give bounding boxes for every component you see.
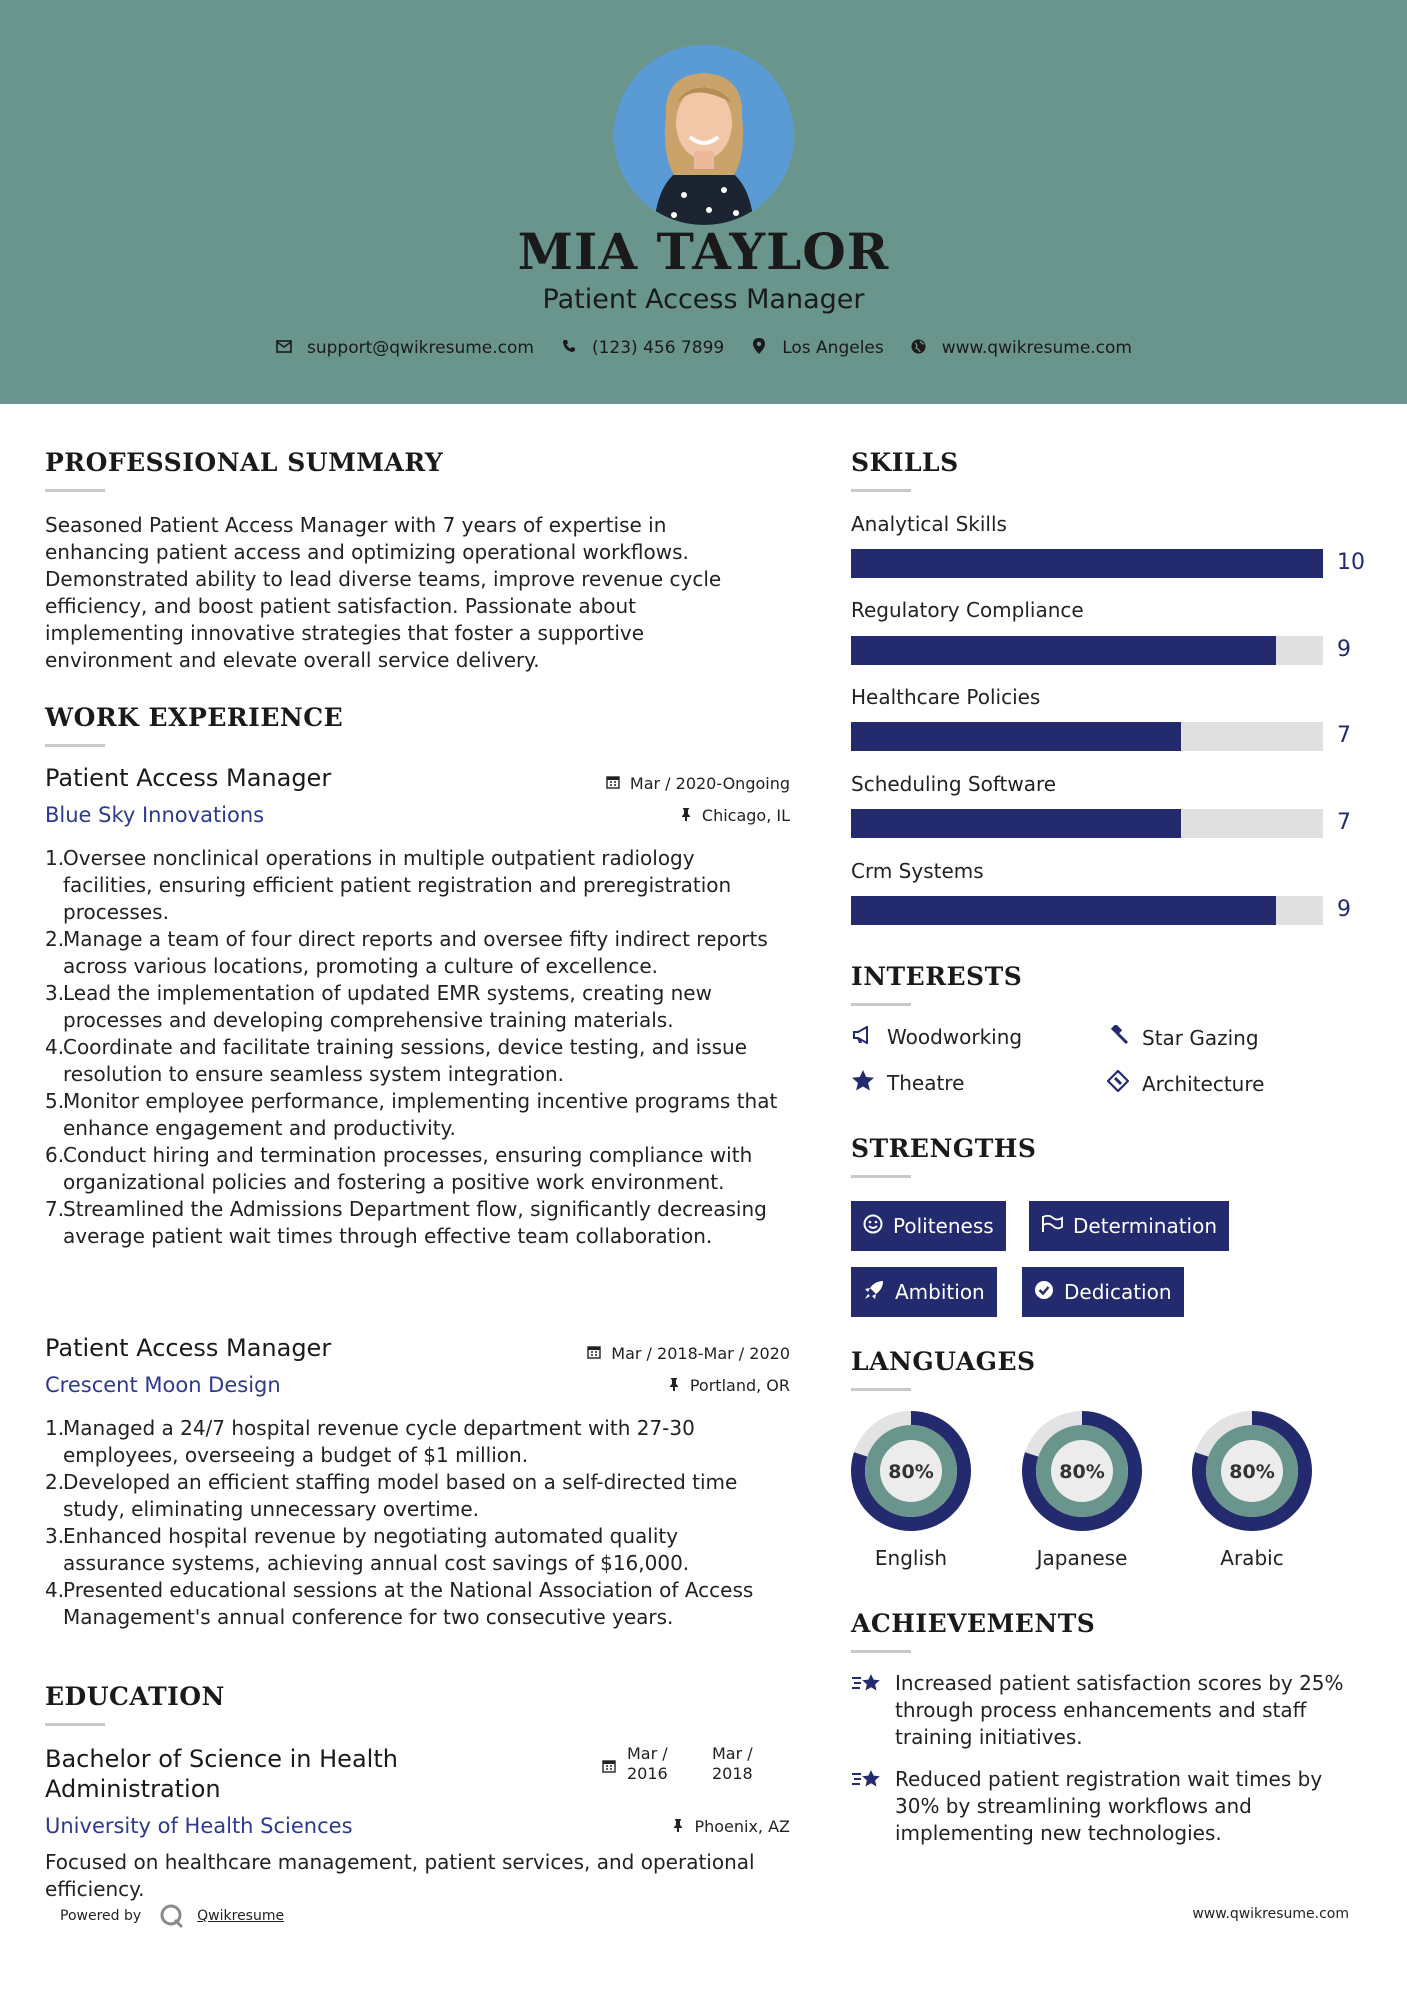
- rocket-icon: [863, 1279, 885, 1306]
- shooting-star-icon: [851, 1766, 895, 1847]
- pin-icon: [680, 807, 692, 825]
- strength-badge: [851, 1267, 997, 1317]
- experience-heading-rule: [45, 744, 105, 747]
- contact-phone-text: (123) 456 7899: [591, 338, 725, 358]
- envelope-icon: [275, 340, 293, 357]
- list-number: 4.: [45, 1578, 65, 1602]
- contact-email[interactable]: [275, 338, 534, 358]
- list-item-text: Presented educational sessions at the National Association of Access Management's annual conference for two consecutive years.: [63, 1578, 754, 1629]
- languages-heading: LANGUAGES: [851, 1347, 1036, 1376]
- edu-location: [672, 1817, 790, 1836]
- school-name: University of Health Sciences: [45, 1814, 353, 1838]
- pin-icon: [672, 1818, 684, 1836]
- strength-badge: [1022, 1267, 1184, 1317]
- list-item-text: Lead the implementation of updated EMR systems, creating new processes and developing comprehensive training materials.: [63, 981, 712, 1032]
- list-item: [45, 1577, 785, 1631]
- job-1-bullets: [45, 845, 785, 1250]
- strength-label: Determination: [1073, 1214, 1218, 1238]
- bullhorn-icon: [851, 1025, 875, 1049]
- summary-text: Seasoned Patient Access Manager with 7 years of expertise in enhancing patient access and optimizing operational workflows. Demonstrated ability to lead diverse teams, improve revenue cycle efficiency, and boost patient satisfaction. Passionate about implementing innovative strategies that foster a supportive environment and elevate overall service delivery.: [45, 513, 722, 672]
- interests-heading-rule: [851, 1003, 911, 1006]
- edu-start-year: 2016: [627, 1764, 668, 1783]
- list-number: 4.: [45, 1035, 65, 1059]
- degree-title: Bachelor of Science in Health Administration: [45, 1745, 398, 1803]
- edu-end-date: [712, 1744, 753, 1784]
- edu-end-month: Mar /: [712, 1744, 753, 1763]
- profile-photo-image: [614, 45, 794, 225]
- language-name: English: [874, 1546, 948, 1570]
- summary-heading: PROFESSIONAL SUMMARY: [45, 448, 444, 477]
- interest-item: [1106, 1070, 1264, 1097]
- list-item-text: Oversee nonclinical operations in multiple outpatient radiology facilities, ensuring efficient patient registration and preregistration processes.: [63, 846, 732, 924]
- job-2-dates-text: Mar / 2018-Mar / 2020: [611, 1344, 790, 1363]
- skill-value: 9: [1337, 897, 1351, 922]
- strength-badge: [851, 1201, 1006, 1251]
- language-ring: [1021, 1410, 1143, 1532]
- edu-end-year: 2018: [712, 1764, 753, 1783]
- list-number: 7.: [45, 1197, 65, 1221]
- skill-bar: [851, 809, 1323, 838]
- skill-bar: [851, 636, 1323, 665]
- flag-icon: [1041, 1214, 1063, 1238]
- contact-phone[interactable]: [560, 338, 724, 358]
- skill-value: 7: [1337, 723, 1351, 748]
- interest-label: Architecture: [1142, 1071, 1265, 1096]
- contact-website-text: www.qwikresume.com: [941, 338, 1132, 358]
- list-item-text: Streamlined the Admissions Department flow, significantly decreasing average patient wait times through effective team collaboration.: [63, 1197, 767, 1248]
- contact-location: [750, 338, 884, 358]
- list-number: 1.: [45, 846, 65, 870]
- education-heading: EDUCATION: [45, 1682, 225, 1711]
- list-item: [45, 1142, 785, 1196]
- skill-bar-fill: [851, 722, 1181, 751]
- job-1-company: Blue Sky Innovations: [45, 803, 265, 827]
- skill-name: Analytical Skills: [851, 512, 1007, 536]
- list-item: [45, 1196, 785, 1250]
- gavel-icon: [1106, 1025, 1130, 1050]
- list-item: [45, 845, 785, 926]
- skill-name: Scheduling Software: [851, 772, 1057, 796]
- calendar-icon: [606, 775, 620, 793]
- phone-icon: [560, 339, 578, 357]
- skill-value: 7: [1337, 810, 1351, 835]
- list-item: [45, 1034, 785, 1088]
- job-2-dates: [587, 1344, 790, 1363]
- candidate-name: MIA TAYLOR: [517, 222, 890, 281]
- strength-badge: [1029, 1201, 1229, 1251]
- education-description: Focused on healthcare management, patient services, and operational efficiency.: [45, 1850, 755, 1901]
- profile-photo: [614, 45, 794, 225]
- pin-icon: [668, 1377, 680, 1395]
- list-number: 3.: [45, 1524, 65, 1548]
- edu-start-date: [627, 1744, 668, 1784]
- interest-item: [1106, 1025, 1259, 1050]
- language-name: Japanese: [1036, 1546, 1128, 1570]
- powered-by-text: Powered by: [60, 1908, 142, 1924]
- skill-name: Healthcare Policies: [851, 685, 1041, 709]
- list-item-text: Manage a team of four direct reports and oversee fifty indirect reports across various locations, promoting a culture of excellence.: [63, 927, 768, 978]
- interest-label: Star Gazing: [1142, 1025, 1259, 1050]
- contact-bar: [0, 338, 1407, 358]
- edu-start-month: Mar /: [627, 1744, 668, 1763]
- calendar-icon: [602, 1758, 616, 1777]
- globe-icon: [910, 339, 928, 358]
- list-item-text: Managed a 24/7 hospital revenue cycle department with 27-30 employees, overseeing a budget of $1 million.: [63, 1416, 695, 1467]
- education-heading-rule: [45, 1723, 105, 1726]
- candidate-title: Patient Access Manager: [542, 284, 865, 315]
- shooting-star-icon: [851, 1670, 895, 1751]
- list-number: 5.: [45, 1089, 65, 1113]
- contact-website[interactable]: [910, 338, 1132, 358]
- language-percent: 80%: [1229, 1461, 1275, 1483]
- skill-bar-fill: [851, 809, 1181, 838]
- job-1-dates-text: Mar / 2020-Ongoing: [629, 774, 790, 793]
- achievement-text: Reduced patient registration wait times by 30% by streamlining workflows and implementing new technologies.: [895, 1767, 1323, 1845]
- list-item: [45, 1088, 785, 1142]
- skill-bar: [851, 722, 1323, 751]
- strength-label: Ambition: [895, 1280, 985, 1304]
- skill-bar: [851, 549, 1323, 578]
- job-1-title: Patient Access Manager: [45, 764, 332, 792]
- interests-heading: INTERESTS: [851, 962, 1023, 991]
- list-item: [45, 1469, 785, 1523]
- achievements-heading-rule: [851, 1650, 911, 1653]
- contact-location-text: Los Angeles: [782, 338, 884, 358]
- list-number: 3.: [45, 981, 65, 1005]
- qwikresume-logo-icon: [159, 1903, 185, 1929]
- job-2-bullets: [45, 1415, 785, 1631]
- job-2-location-text: Portland, OR: [689, 1376, 790, 1395]
- list-item-text: Monitor employee performance, implementing incentive programs that enhance engagement and productivity.: [63, 1089, 778, 1140]
- interest-label: Theatre: [887, 1071, 965, 1095]
- list-item: [45, 980, 785, 1034]
- job-1-location-text: Chicago, IL: [701, 806, 790, 825]
- powered-by: [60, 1903, 284, 1929]
- language-percent: 80%: [1059, 1461, 1105, 1483]
- strength-label: Politeness: [893, 1214, 994, 1238]
- skill-name: Crm Systems: [851, 859, 984, 883]
- footer-url[interactable]: www.qwikresume.com: [1192, 1906, 1349, 1922]
- list-item: [45, 1523, 785, 1577]
- job-1-dates: [606, 774, 790, 793]
- job-1-location: [680, 806, 790, 825]
- language-ring: [850, 1410, 972, 1532]
- strengths-heading: STRENGTHS: [851, 1134, 1037, 1163]
- skill-bar-fill: [851, 549, 1323, 578]
- skill-name: Regulatory Compliance: [851, 598, 1084, 622]
- summary-heading-rule: [45, 489, 105, 492]
- map-marker-icon: [750, 338, 768, 358]
- job-2-company: Crescent Moon Design: [45, 1373, 281, 1397]
- contact-email-text: support@qwikresume.com: [307, 338, 534, 358]
- languages-heading-rule: [851, 1388, 911, 1391]
- interest-label: Woodworking: [887, 1025, 1023, 1049]
- skill-value: 10: [1337, 550, 1365, 575]
- list-number: 1.: [45, 1416, 65, 1440]
- language-ring: [1191, 1410, 1313, 1532]
- achievement-item: [851, 1766, 1371, 1847]
- list-number: 6.: [45, 1143, 65, 1167]
- language-item: [1191, 1410, 1313, 1570]
- interest-item: [851, 1070, 964, 1096]
- skills-heading: SKILLS: [851, 448, 959, 477]
- achievement-item: [851, 1670, 1371, 1751]
- experience-heading: WORK EXPERIENCE: [45, 703, 344, 732]
- language-percent: 80%: [888, 1461, 934, 1483]
- skill-bar-fill: [851, 896, 1276, 925]
- skill-bar-fill: [851, 636, 1276, 665]
- ticket-icon: [1106, 1070, 1130, 1097]
- edu-location-text: Phoenix, AZ: [694, 1817, 790, 1836]
- smile-icon: [863, 1214, 883, 1239]
- star-icon: [851, 1070, 875, 1096]
- job-2-location: [668, 1376, 790, 1395]
- skill-value: 9: [1337, 637, 1351, 662]
- list-item: [45, 1415, 785, 1469]
- list-number: 2.: [45, 1470, 65, 1494]
- language-name: Arabic: [1220, 1546, 1284, 1570]
- achievements-heading: ACHIEVEMENTS: [851, 1609, 1096, 1638]
- list-item-text: Developed an efficient staffing model based on a self-directed time study, eliminating unnecessary overtime.: [63, 1470, 738, 1521]
- resume-header: [0, 0, 1407, 404]
- strengths-heading-rule: [851, 1175, 911, 1178]
- strength-label: Dedication: [1064, 1280, 1172, 1304]
- list-item-text: Conduct hiring and termination processes, ensuring compliance with organizational policies and fostering a positive work environment.: [63, 1143, 753, 1194]
- list-item-text: Coordinate and facilitate training sessions, device testing, and issue resolution to ensure seamless system integration.: [63, 1035, 748, 1086]
- job-2-title: Patient Access Manager: [45, 1334, 332, 1362]
- check-circle-icon: [1034, 1280, 1054, 1305]
- interest-item: [851, 1025, 1022, 1049]
- language-item: [850, 1410, 972, 1570]
- skills-heading-rule: [851, 489, 911, 492]
- list-number: 2.: [45, 927, 65, 951]
- qwikresume-link[interactable]: Qwikresume: [197, 1908, 285, 1924]
- list-item-text: Enhanced hospital revenue by negotiating automated quality assurance systems, achieving annual cost savings of $16,000.: [63, 1524, 690, 1575]
- achievement-text: Increased patient satisfaction scores by 25% through process enhancements and staff training initiatives.: [895, 1671, 1344, 1749]
- calendar-icon: [587, 1345, 601, 1363]
- list-item: [45, 926, 785, 980]
- language-item: [1021, 1410, 1143, 1570]
- skill-bar: [851, 896, 1323, 925]
